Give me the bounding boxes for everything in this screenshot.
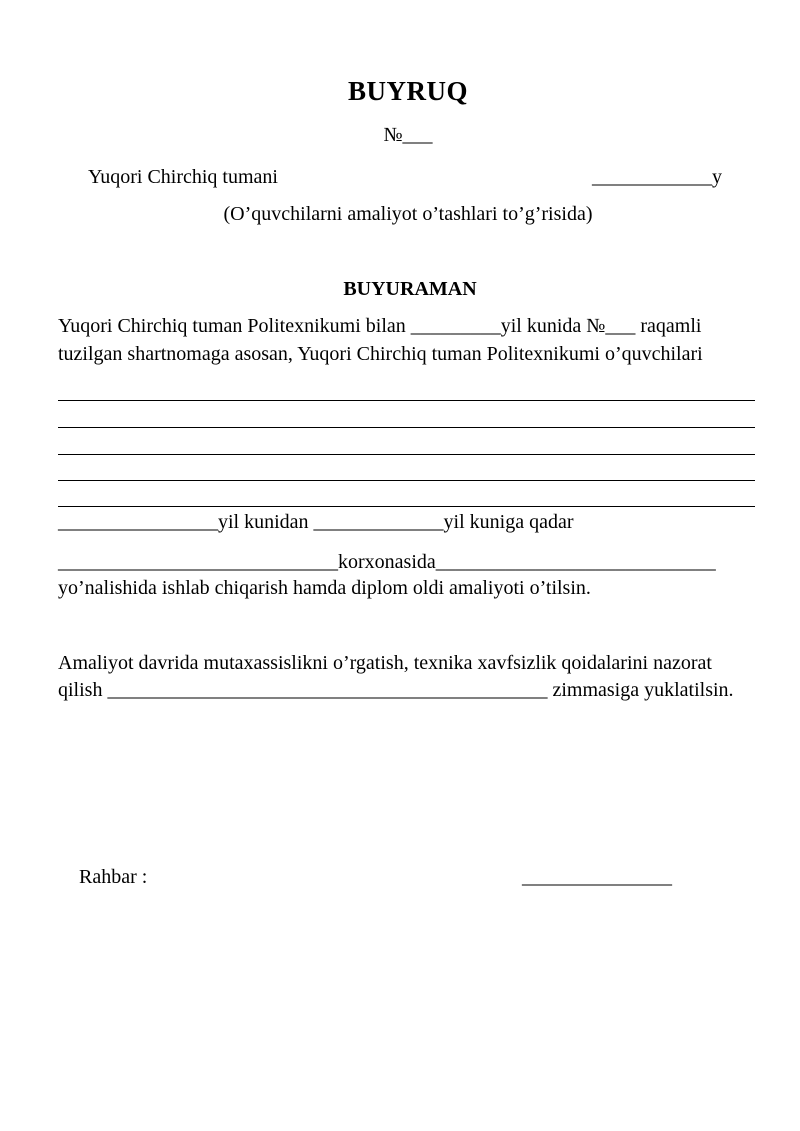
order-date: ____________y <box>592 166 722 188</box>
blank-fill-line <box>58 454 755 455</box>
blank-fill-line <box>58 480 755 481</box>
blank-fill-line <box>58 400 755 401</box>
signature-label: Rahbar : <box>79 866 148 888</box>
order-paragraph-line: tuzilgan shartnomaga asosan, Yuqori Chirchiq tuman Politexnikumi o’quvchilari <box>58 343 703 365</box>
document-subtitle: (O’quvchilarni amaliyot o’tashlari to’g’risida) <box>223 203 593 225</box>
signature-line: _______________ <box>522 866 672 888</box>
blank-fill-line <box>58 506 755 507</box>
company-line: ____________________________korxonasida____________________________ <box>58 551 716 573</box>
order-number: №___ <box>383 124 433 146</box>
direction-line: yo’nalishida ishlab chiqarish hamda diplom oldi amaliyoti o’tilsin. <box>58 577 591 599</box>
document-title: BUYRUQ <box>347 76 468 106</box>
practice-period-line: ________________yil kunidan _____________yil kuniga qadar <box>58 511 574 533</box>
blank-fill-line <box>58 427 755 428</box>
place-name: Yuqori Chirchiq tumani <box>88 166 278 188</box>
order-paragraph-line: Yuqori Chirchiq tuman Politexnikumi bilan _________yil kunida №___ raqamli <box>58 315 702 337</box>
order-heading: BUYURAMAN <box>343 278 477 300</box>
responsibility-line: Amaliyot davrida mutaxassislikni o’rgatish, texnika xavfsizlik qoidalarini nazorat <box>58 652 712 674</box>
responsibility-line: qilish ____________________________________________ zimmasiga yuklatilsin. <box>58 679 734 701</box>
